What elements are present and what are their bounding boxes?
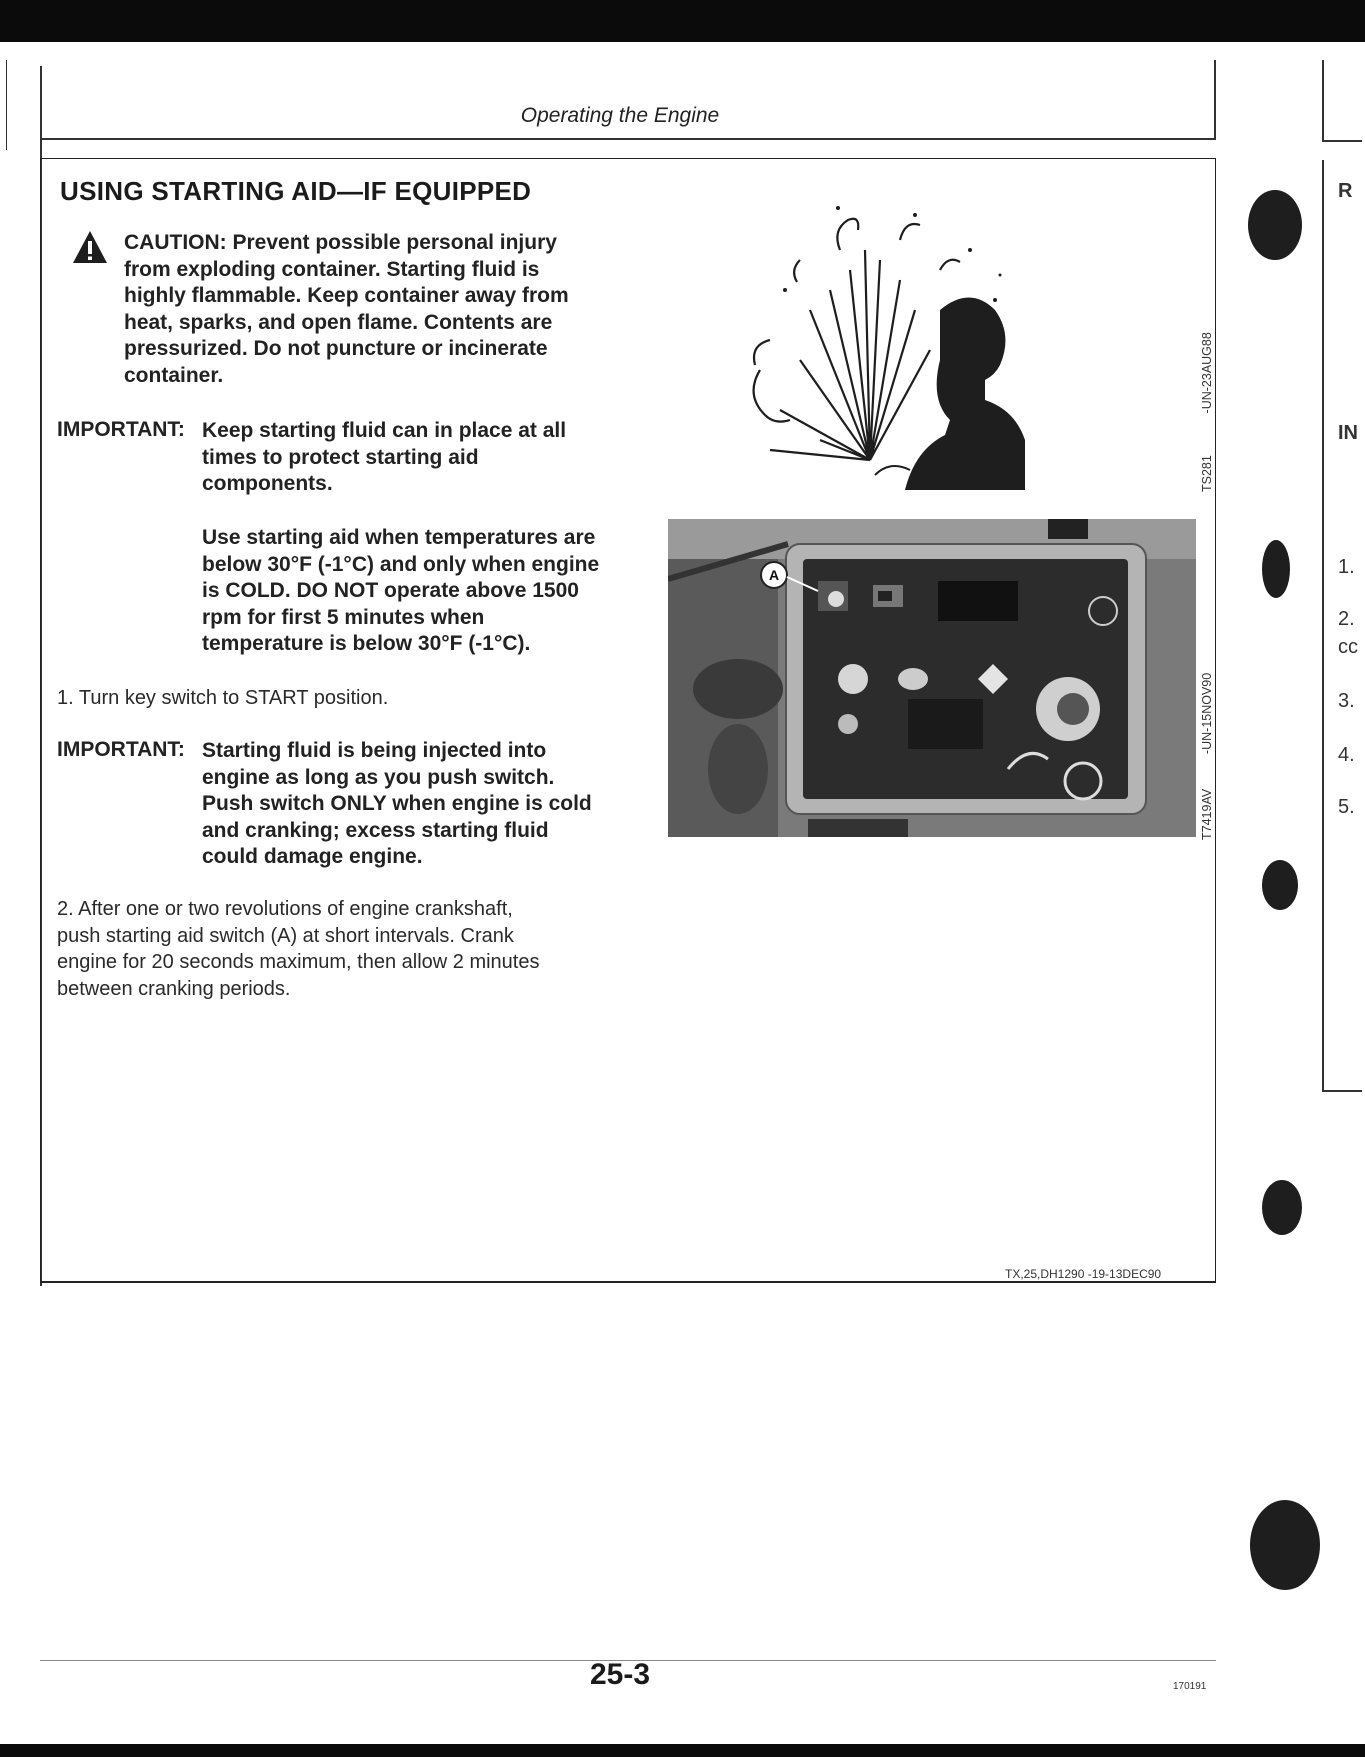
- next-page-text: 5.: [1338, 796, 1355, 818]
- binder-hole: [1262, 1180, 1302, 1235]
- section-heading: USING STARTING AID—IF EQUIPPED: [60, 176, 532, 206]
- step-2-line: engine for 20 seconds maximum, then allow 2 minutes: [57, 951, 540, 973]
- caution-line: CAUTION: Prevent possible personal injury: [124, 231, 557, 254]
- callout-a: A: [768, 567, 780, 583]
- caution-text: [124, 230, 644, 389]
- note-line: below 30°F (-1°C) and only when engine: [202, 552, 600, 576]
- figure-code: -UN-15NOV90: [1200, 672, 1214, 755]
- next-page-frame: [1322, 140, 1362, 142]
- document-code: TX,25,DH1290 -19-13DEC90: [1005, 1267, 1162, 1281]
- note-line: rpm for first 5 minutes when: [202, 605, 485, 629]
- figure-code: -UN-23AUG88: [1200, 332, 1214, 414]
- next-page-frame: [1322, 60, 1324, 140]
- caution-line: heat, sparks, and open flame. Contents are: [124, 310, 553, 334]
- explosion-hazard-illustration: [740, 190, 1030, 490]
- header-rule: [40, 138, 1216, 140]
- important-line: could damage engine.: [202, 845, 423, 868]
- next-page-text: IN: [1338, 422, 1358, 444]
- step-2-line: between cranking periods.: [57, 977, 291, 1000]
- step-2-line: 2. After one or two revolutions of engine crankshaft,: [57, 898, 513, 920]
- scan-bottom-border: [0, 1744, 1365, 1757]
- figure-code: TS281: [1200, 455, 1214, 492]
- binder-hole: [1262, 860, 1298, 910]
- next-page-text: 2.: [1338, 608, 1355, 630]
- binder-hole: [1248, 190, 1302, 260]
- important-label: IMPORTANT:: [57, 738, 185, 761]
- important-line: Keep starting fluid can in place at all: [202, 419, 567, 442]
- important-label: IMPORTANT:: [57, 418, 185, 441]
- caution-line: highly flammable. Keep container away from: [124, 284, 569, 307]
- step-2-line: push starting aid switch (A) at short intervals. Crank: [57, 924, 514, 947]
- header-title: Operating the Engine: [520, 104, 720, 127]
- step-2: [57, 896, 539, 1002]
- explosion-figure-code: [1200, 332, 1214, 492]
- important-line: and cranking; excess starting fluid: [202, 818, 549, 842]
- page-number: 25-3: [589, 1658, 651, 1691]
- important-line: components.: [202, 472, 333, 495]
- warning-triangle-icon: [72, 230, 108, 264]
- right-header-line: [1214, 60, 1216, 140]
- scan-top-border: [0, 0, 1365, 42]
- next-page-text: 3.: [1338, 690, 1355, 712]
- note-line: Use starting aid when temperatures are: [202, 526, 596, 549]
- next-page-frame: [1322, 160, 1324, 1090]
- next-page-text: cc: [1338, 636, 1358, 658]
- important-line: Starting fluid is being injected into: [202, 739, 547, 762]
- person-silhouette: [905, 298, 1025, 491]
- note-line: is COLD. DO NOT operate above 1500: [202, 579, 579, 602]
- caution-line: from exploding container. Starting fluid is: [124, 257, 540, 281]
- next-page-text: 4.: [1338, 744, 1355, 766]
- important-text: [202, 418, 566, 498]
- next-page-text: 1.: [1338, 556, 1355, 578]
- important-line: Push switch ONLY when engine is cold: [202, 792, 592, 815]
- caution-line: pressurized. Do not puncture or incinerate: [124, 337, 548, 360]
- note-line: temperature is below 30°F (-1°C).: [202, 632, 531, 655]
- next-page-frame: [1322, 1090, 1362, 1092]
- important-line: times to protect starting aid: [202, 445, 479, 469]
- next-page-text: R: [1338, 180, 1353, 202]
- print-code: 170191: [1173, 1681, 1207, 1692]
- caution-line: container.: [124, 363, 224, 387]
- important-note: [202, 525, 599, 658]
- binder-hole: [1250, 1500, 1320, 1590]
- figure-code: T7419AV: [1200, 788, 1214, 840]
- control-panel-photo: [668, 519, 1196, 837]
- panel-figure-code: [1200, 673, 1214, 840]
- binder-hole: [1262, 540, 1290, 598]
- important-line: engine as long as you push switch.: [202, 765, 555, 789]
- step-1: 1. Turn key switch to START position.: [57, 687, 389, 709]
- important-text: [202, 738, 592, 871]
